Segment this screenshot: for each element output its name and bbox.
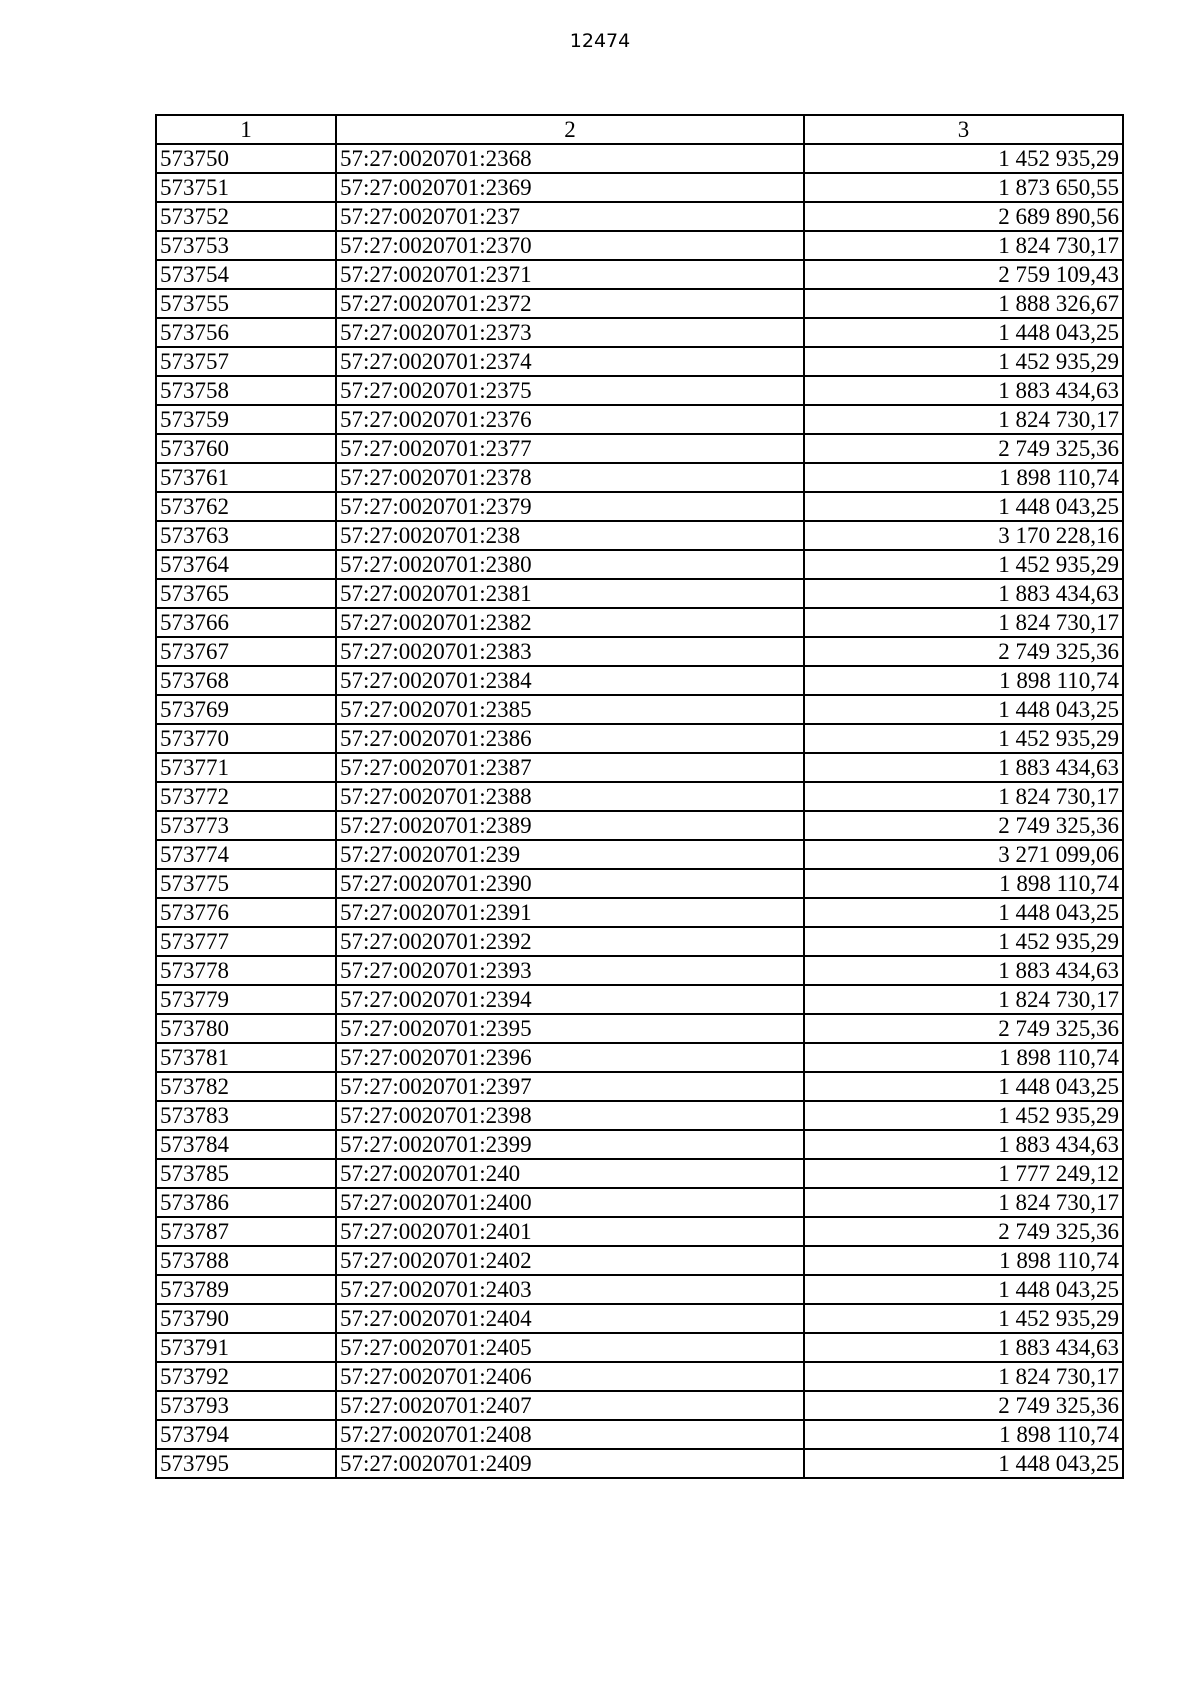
- row-number-cell: 573784: [156, 1130, 336, 1159]
- cadastral-number-cell: 57:27:0020701:2406: [336, 1362, 804, 1391]
- row-number-cell: 573776: [156, 898, 336, 927]
- row-number-cell: 573787: [156, 1217, 336, 1246]
- cadastral-number-cell: 57:27:0020701:2388: [336, 782, 804, 811]
- cadastral-number-cell: 57:27:0020701:240: [336, 1159, 804, 1188]
- cadastral-number-cell: 57:27:0020701:2392: [336, 927, 804, 956]
- cadastral-number-cell: 57:27:0020701:2402: [336, 1246, 804, 1275]
- row-number-cell: 573766: [156, 608, 336, 637]
- row-number-cell: 573791: [156, 1333, 336, 1362]
- row-number-cell: 573795: [156, 1449, 336, 1478]
- row-number-cell: 573752: [156, 202, 336, 231]
- value-cell: 1 452 935,29: [804, 347, 1123, 376]
- table-row: [156, 1101, 1123, 1130]
- cadastral-number-cell: 57:27:0020701:2387: [336, 753, 804, 782]
- row-number-cell: 573759: [156, 405, 336, 434]
- table-row: [156, 1217, 1123, 1246]
- cadastral-number-cell: 57:27:0020701:2379: [336, 492, 804, 521]
- cadastral-number-cell: 57:27:0020701:2378: [336, 463, 804, 492]
- table-row: [156, 579, 1123, 608]
- cadastral-number-cell: 57:27:0020701:2408: [336, 1420, 804, 1449]
- table-row: [156, 1130, 1123, 1159]
- value-cell: 1 777 249,12: [804, 1159, 1123, 1188]
- table-row: [156, 956, 1123, 985]
- row-number-cell: 573756: [156, 318, 336, 347]
- row-number-cell: 573782: [156, 1072, 336, 1101]
- row-number-cell: 573793: [156, 1391, 336, 1420]
- cadastral-number-cell: 57:27:0020701:2399: [336, 1130, 804, 1159]
- cadastral-number-cell: 57:27:0020701:2394: [336, 985, 804, 1014]
- row-number-cell: 573763: [156, 521, 336, 550]
- value-cell: 1 452 935,29: [804, 1101, 1123, 1130]
- row-number-cell: 573751: [156, 173, 336, 202]
- row-number-cell: 573775: [156, 869, 336, 898]
- row-number-cell: 573755: [156, 289, 336, 318]
- value-cell: 1 452 935,29: [804, 724, 1123, 753]
- table-row: [156, 289, 1123, 318]
- table-row: [156, 666, 1123, 695]
- table-row: [156, 434, 1123, 463]
- table-row: [156, 840, 1123, 869]
- value-cell: 1 883 434,63: [804, 753, 1123, 782]
- table-body: [156, 144, 1123, 1478]
- table-row: [156, 985, 1123, 1014]
- table-row: [156, 753, 1123, 782]
- row-number-cell: 573758: [156, 376, 336, 405]
- value-cell: 1 448 043,25: [804, 492, 1123, 521]
- table-row: [156, 463, 1123, 492]
- row-number-cell: 573764: [156, 550, 336, 579]
- cadastral-number-cell: 57:27:0020701:2377: [336, 434, 804, 463]
- row-number-cell: 573769: [156, 695, 336, 724]
- row-number-cell: 573781: [156, 1043, 336, 1072]
- column-header-3: 3: [804, 115, 1123, 144]
- cadastral-number-cell: 57:27:0020701:2369: [336, 173, 804, 202]
- data-table: [155, 114, 1124, 1479]
- value-cell: 2 749 325,36: [804, 434, 1123, 463]
- value-cell: 1 898 110,74: [804, 1246, 1123, 1275]
- table-row: [156, 347, 1123, 376]
- value-cell: 1 883 434,63: [804, 956, 1123, 985]
- value-cell: 1 448 043,25: [804, 898, 1123, 927]
- row-number-cell: 573773: [156, 811, 336, 840]
- row-number-cell: 573778: [156, 956, 336, 985]
- row-number-cell: 573780: [156, 1014, 336, 1043]
- cadastral-number-cell: 57:27:0020701:2371: [336, 260, 804, 289]
- cadastral-number-cell: 57:27:0020701:2389: [336, 811, 804, 840]
- table-row: [156, 869, 1123, 898]
- cadastral-number-cell: 57:27:0020701:2401: [336, 1217, 804, 1246]
- table-row: [156, 724, 1123, 753]
- table-row: [156, 1449, 1123, 1478]
- row-number-cell: 573760: [156, 434, 336, 463]
- value-cell: 1 898 110,74: [804, 463, 1123, 492]
- row-number-cell: 573757: [156, 347, 336, 376]
- table-header-row: [156, 115, 1123, 144]
- table-row: [156, 260, 1123, 289]
- value-cell: 3 271 099,06: [804, 840, 1123, 869]
- cadastral-number-cell: 57:27:0020701:2390: [336, 869, 804, 898]
- value-cell: 1 448 043,25: [804, 318, 1123, 347]
- table-row: [156, 318, 1123, 347]
- cadastral-number-cell: 57:27:0020701:2386: [336, 724, 804, 753]
- cadastral-number-cell: 57:27:0020701:2383: [336, 637, 804, 666]
- table-row: [156, 1362, 1123, 1391]
- cadastral-number-cell: 57:27:0020701:2398: [336, 1101, 804, 1130]
- value-cell: 1 824 730,17: [804, 405, 1123, 434]
- value-cell: 1 883 434,63: [804, 1333, 1123, 1362]
- table-row: [156, 927, 1123, 956]
- value-cell: 1 824 730,17: [804, 608, 1123, 637]
- table-row: [156, 1275, 1123, 1304]
- table-row: [156, 1304, 1123, 1333]
- value-cell: 1 898 110,74: [804, 666, 1123, 695]
- value-cell: 3 170 228,16: [804, 521, 1123, 550]
- cadastral-number-cell: 57:27:0020701:2374: [336, 347, 804, 376]
- row-number-cell: 573783: [156, 1101, 336, 1130]
- cadastral-number-cell: 57:27:0020701:2409: [336, 1449, 804, 1478]
- value-cell: 1 452 935,29: [804, 144, 1123, 173]
- cadastral-number-cell: 57:27:0020701:2391: [336, 898, 804, 927]
- table-row: [156, 608, 1123, 637]
- table-row: [156, 405, 1123, 434]
- value-cell: 2 749 325,36: [804, 811, 1123, 840]
- value-cell: 1 448 043,25: [804, 1072, 1123, 1101]
- cadastral-number-cell: 57:27:0020701:2372: [336, 289, 804, 318]
- cadastral-number-cell: 57:27:0020701:2385: [336, 695, 804, 724]
- value-cell: 1 888 326,67: [804, 289, 1123, 318]
- cadastral-number-cell: 57:27:0020701:2373: [336, 318, 804, 347]
- table-row: [156, 202, 1123, 231]
- cadastral-number-cell: 57:27:0020701:2405: [336, 1333, 804, 1362]
- value-cell: 1 448 043,25: [804, 1275, 1123, 1304]
- value-cell: 1 824 730,17: [804, 1362, 1123, 1391]
- cadastral-number-cell: 57:27:0020701:2393: [336, 956, 804, 985]
- row-number-cell: 573786: [156, 1188, 336, 1217]
- row-number-cell: 573777: [156, 927, 336, 956]
- table-row: [156, 1014, 1123, 1043]
- table-row: [156, 695, 1123, 724]
- cadastral-number-cell: 57:27:0020701:2368: [336, 144, 804, 173]
- value-cell: 2 759 109,43: [804, 260, 1123, 289]
- row-number-cell: 573779: [156, 985, 336, 1014]
- table-row: [156, 492, 1123, 521]
- row-number-cell: 573770: [156, 724, 336, 753]
- cadastral-number-cell: 57:27:0020701:2403: [336, 1275, 804, 1304]
- value-cell: 1 898 110,74: [804, 1043, 1123, 1072]
- cadastral-number-cell: 57:27:0020701:2396: [336, 1043, 804, 1072]
- value-cell: 1 898 110,74: [804, 1420, 1123, 1449]
- value-cell: 2 749 325,36: [804, 1014, 1123, 1043]
- cadastral-number-cell: 57:27:0020701:2404: [336, 1304, 804, 1333]
- row-number-cell: 573768: [156, 666, 336, 695]
- value-cell: 1 452 935,29: [804, 550, 1123, 579]
- table-row: [156, 1246, 1123, 1275]
- cadastral-number-cell: 57:27:0020701:2380: [336, 550, 804, 579]
- cadastral-number-cell: 57:27:0020701:2370: [336, 231, 804, 260]
- value-cell: 2 749 325,36: [804, 1217, 1123, 1246]
- value-cell: 1 883 434,63: [804, 1130, 1123, 1159]
- row-number-cell: 573788: [156, 1246, 336, 1275]
- cadastral-number-cell: 57:27:0020701:2375: [336, 376, 804, 405]
- value-cell: 1 824 730,17: [804, 231, 1123, 260]
- row-number-cell: 573761: [156, 463, 336, 492]
- table-row: [156, 376, 1123, 405]
- row-number-cell: 573772: [156, 782, 336, 811]
- table-row: [156, 1043, 1123, 1072]
- cadastral-number-cell: 57:27:0020701:2384: [336, 666, 804, 695]
- value-cell: 1 824 730,17: [804, 782, 1123, 811]
- cadastral-number-cell: 57:27:0020701:2407: [336, 1391, 804, 1420]
- cadastral-number-cell: 57:27:0020701:2397: [336, 1072, 804, 1101]
- row-number-cell: 573762: [156, 492, 336, 521]
- value-cell: 1 824 730,17: [804, 985, 1123, 1014]
- table-row: [156, 144, 1123, 173]
- value-cell: 1 873 650,55: [804, 173, 1123, 202]
- row-number-cell: 573794: [156, 1420, 336, 1449]
- cadastral-number-cell: 57:27:0020701:237: [336, 202, 804, 231]
- value-cell: 1 452 935,29: [804, 927, 1123, 956]
- table-row: [156, 898, 1123, 927]
- cadastral-number-cell: 57:27:0020701:2376: [336, 405, 804, 434]
- table-row: [156, 1072, 1123, 1101]
- value-cell: 2 749 325,36: [804, 1391, 1123, 1420]
- table-row: [156, 811, 1123, 840]
- value-cell: 1 898 110,74: [804, 869, 1123, 898]
- table-row: [156, 173, 1123, 202]
- cadastral-number-cell: 57:27:0020701:239: [336, 840, 804, 869]
- cadastral-number-cell: 57:27:0020701:2381: [336, 579, 804, 608]
- table-row: [156, 1188, 1123, 1217]
- table-row: [156, 550, 1123, 579]
- value-cell: 1 448 043,25: [804, 695, 1123, 724]
- cadastral-number-cell: 57:27:0020701:2382: [336, 608, 804, 637]
- table-row: [156, 782, 1123, 811]
- row-number-cell: 573750: [156, 144, 336, 173]
- table-row: [156, 1333, 1123, 1362]
- value-cell: 1 824 730,17: [804, 1188, 1123, 1217]
- row-number-cell: 573785: [156, 1159, 336, 1188]
- cadastral-number-cell: 57:27:0020701:2400: [336, 1188, 804, 1217]
- row-number-cell: 573792: [156, 1362, 336, 1391]
- row-number-cell: 573767: [156, 637, 336, 666]
- row-number-cell: 573790: [156, 1304, 336, 1333]
- cadastral-number-cell: 57:27:0020701:238: [336, 521, 804, 550]
- row-number-cell: 573753: [156, 231, 336, 260]
- table-row: [156, 521, 1123, 550]
- row-number-cell: 573754: [156, 260, 336, 289]
- value-cell: 1 883 434,63: [804, 376, 1123, 405]
- table-row: [156, 1420, 1123, 1449]
- table-row: [156, 231, 1123, 260]
- row-number-cell: 573774: [156, 840, 336, 869]
- value-cell: 1 448 043,25: [804, 1449, 1123, 1478]
- value-cell: 2 689 890,56: [804, 202, 1123, 231]
- row-number-cell: 573789: [156, 1275, 336, 1304]
- table-row: [156, 637, 1123, 666]
- page-number: 12474: [569, 30, 631, 52]
- row-number-cell: 573771: [156, 753, 336, 782]
- table-row: [156, 1159, 1123, 1188]
- value-cell: 1 883 434,63: [804, 579, 1123, 608]
- row-number-cell: 573765: [156, 579, 336, 608]
- value-cell: 2 749 325,36: [804, 637, 1123, 666]
- value-cell: 1 452 935,29: [804, 1304, 1123, 1333]
- column-header-2: 2: [336, 115, 804, 144]
- column-header-1: 1: [156, 115, 336, 144]
- cadastral-number-cell: 57:27:0020701:2395: [336, 1014, 804, 1043]
- table-row: [156, 1391, 1123, 1420]
